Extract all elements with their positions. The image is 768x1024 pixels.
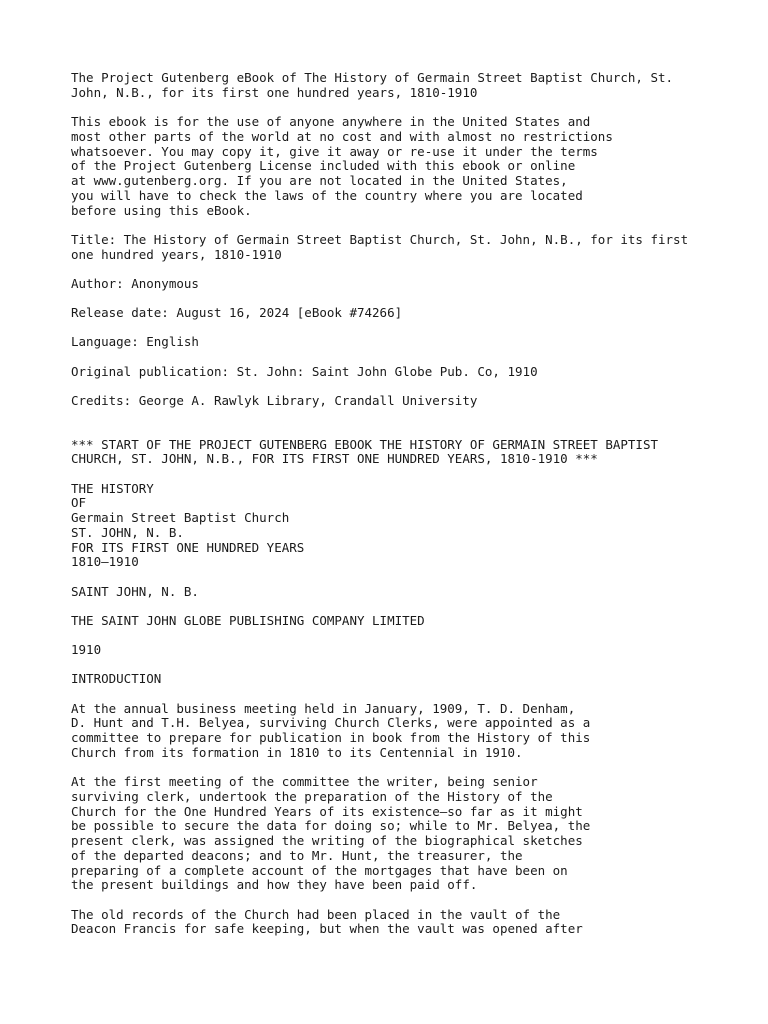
original-publication-field: Original publication: St. John: Saint John Globe Pub. Co, 1910 <box>71 363 538 379</box>
body-paragraph: At the first meeting of the committee the writer, being senior surviving clerk, undertook the preparation of the History of the Church for the One Hundred Years of its existence—so far as it might be possible to secure the data for doing so; while to Mr. Belyea, the present clerk, was assigned the writing of the biographical sketches of the departed deacons; and to Mr. Hunt, the treasurer, the preparing of a complete account of the mortgages that have been on the present buildings and how they have been paid off. <box>71 774 591 893</box>
place-line: SAINT JOHN, N. B. <box>71 583 199 599</box>
credits-field: Credits: George A. Rawlyk Library, Crandall University <box>71 392 478 408</box>
license-notice: This ebook is for the use of anyone anywhere in the United States and most other parts of the world at no cost and with almost no restrictions whatsoever. You may copy it, give it away or re-use it under the terms of the Project Gutenberg License included with this ebook or online at www.gutenberg.org. If you are not located in the United States, you will have to check the laws of the country where you are located before using this eBook. <box>71 114 613 218</box>
start-marker: *** START OF THE PROJECT GUTENBERG EBOOK THE HISTORY OF GERMAIN STREET BAPTIST CHURCH, ST. JOHN, N.B., FOR ITS FIRST ONE HUNDRED YEARS, 1810-1910 *** <box>71 436 658 467</box>
section-heading: INTRODUCTION <box>71 671 162 687</box>
author-field: Author: Anonymous <box>71 275 199 291</box>
body-paragraph: The old records of the Church had been placed in the vault of the Deacon Francis for safe keeping, but when the vault was opened after <box>71 906 583 937</box>
book-title-block: THE HISTORY OF Germain Street Baptist Church ST. JOHN, N. B. FOR ITS FIRST ONE HUNDRED YEARS 1810—1910 <box>71 480 305 570</box>
release-date-field: Release date: August 16, 2024 [eBook #74266] <box>71 305 403 320</box>
body-paragraph: At the annual business meeting held in January, 1909, T. D. Denham, D. Hunt and T.H. Belyea, surviving Church Clerks, were appointed as a committee to prepare for publication in book from the History of this Church from its formation in 1810 to its Centennial in 1910. <box>71 700 591 760</box>
ebook-text <box>71 71 751 952</box>
publisher-line: THE SAINT JOHN GLOBE PUBLISHING COMPANY LIMITED <box>71 612 425 628</box>
year-line: 1910 <box>71 642 102 657</box>
ebook-header: The Project Gutenberg eBook of The History of Germain Street Baptist Church, St. John, N.B., for its first one hundred years, 1810-1910 <box>71 70 674 100</box>
title-field: Title: The History of Germain Street Baptist Church, St. John, N.B., for its first one hundred years, 1810-1910 <box>71 231 689 262</box>
language-field: Language: English <box>71 334 199 350</box>
